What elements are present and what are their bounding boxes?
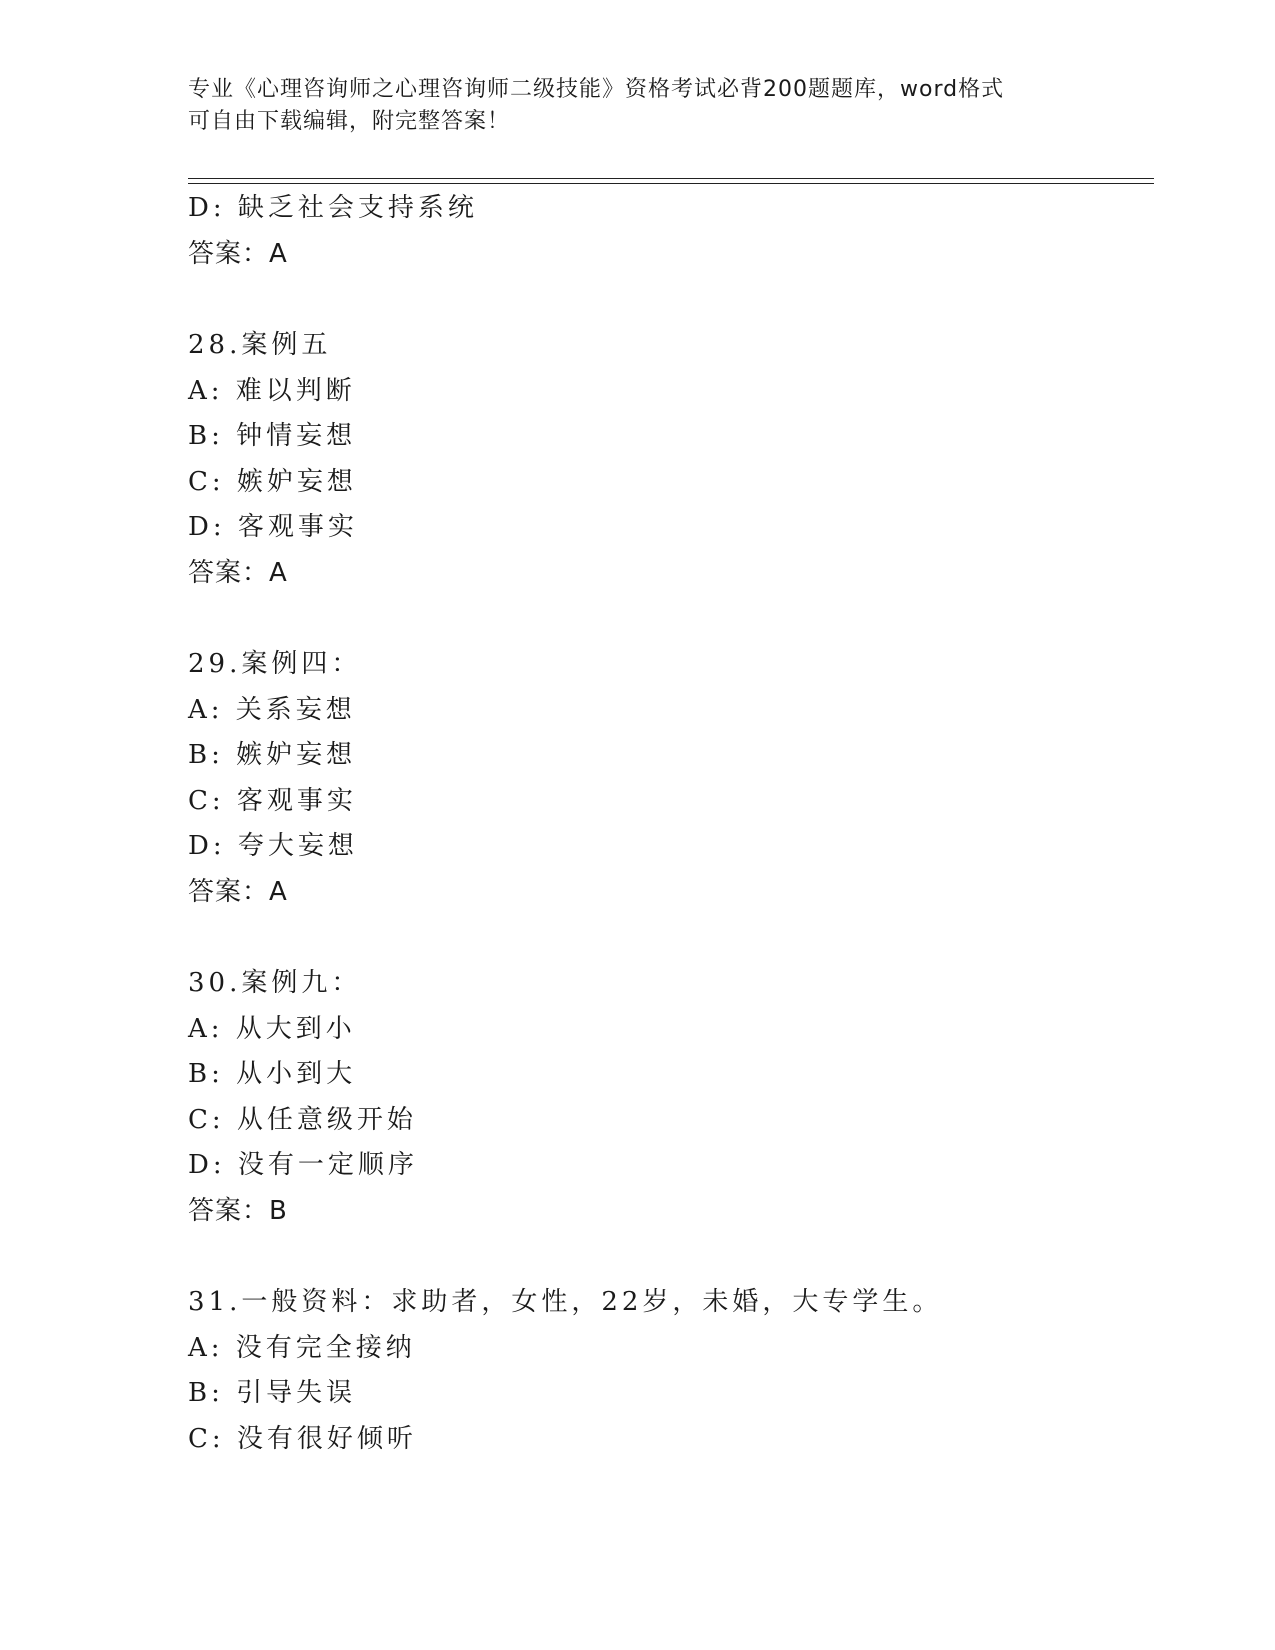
spacer <box>188 596 1148 642</box>
question-title: 29.案例四： <box>188 649 362 679</box>
option-a: A: 从大到小 <box>188 1013 356 1044</box>
option-b: B: 从小到大 <box>188 1059 357 1089</box>
option-c: C: 没有很好倾听 <box>188 1423 417 1454</box>
option-b: B: 引导失误 <box>188 1378 357 1408</box>
option-d: D: 夸大妄想 <box>188 831 358 861</box>
question-30 <box>188 961 1148 1234</box>
option-d: D: 没有一定顺序 <box>188 1150 418 1180</box>
option-a: A: 关系妄想 <box>188 694 356 725</box>
answer-line: 答案：A <box>188 876 288 907</box>
question-title: 28.案例五 <box>188 330 332 360</box>
option-b: B: 嫉妒妄想 <box>188 740 357 770</box>
option-c: C: 嫉妒妄想 <box>188 466 357 497</box>
header-divider-bottom <box>188 183 1154 184</box>
answer-line: 答案：A <box>188 557 288 588</box>
question-list <box>188 186 1148 1462</box>
spacer <box>188 1234 1148 1280</box>
spacer <box>188 277 1148 323</box>
answer-line: 答案：A <box>188 238 288 269</box>
option-b: B: 钟情妄想 <box>188 421 357 451</box>
header-line-1: 专业《心理咨询师之心理咨询师二级技能》资格考试必背200题题库，word格式 <box>188 77 1005 102</box>
question-title: 31.一般资料：求助者，女性，22岁，未婚，大专学生。 <box>188 1287 943 1317</box>
header-divider-top <box>188 178 1154 179</box>
document-header <box>188 74 1088 138</box>
answer-line: 答案：B <box>188 1195 288 1226</box>
option-d: D: 缺乏社会支持系统 <box>188 193 478 223</box>
option-c: C: 从任意级开始 <box>188 1104 417 1135</box>
header-line-2: 可自由下载编辑，附完整答案！ <box>188 109 511 134</box>
spacer <box>188 915 1148 961</box>
question-28 <box>188 323 1148 596</box>
option-c: C: 客观事实 <box>188 785 357 816</box>
option-a: A: 难以判断 <box>188 375 356 406</box>
question-title: 30.案例九： <box>188 968 362 998</box>
question-29 <box>188 642 1148 915</box>
question-31 <box>188 1280 1148 1462</box>
option-d: D: 客观事实 <box>188 512 358 542</box>
option-a: A: 没有完全接纳 <box>188 1332 416 1363</box>
